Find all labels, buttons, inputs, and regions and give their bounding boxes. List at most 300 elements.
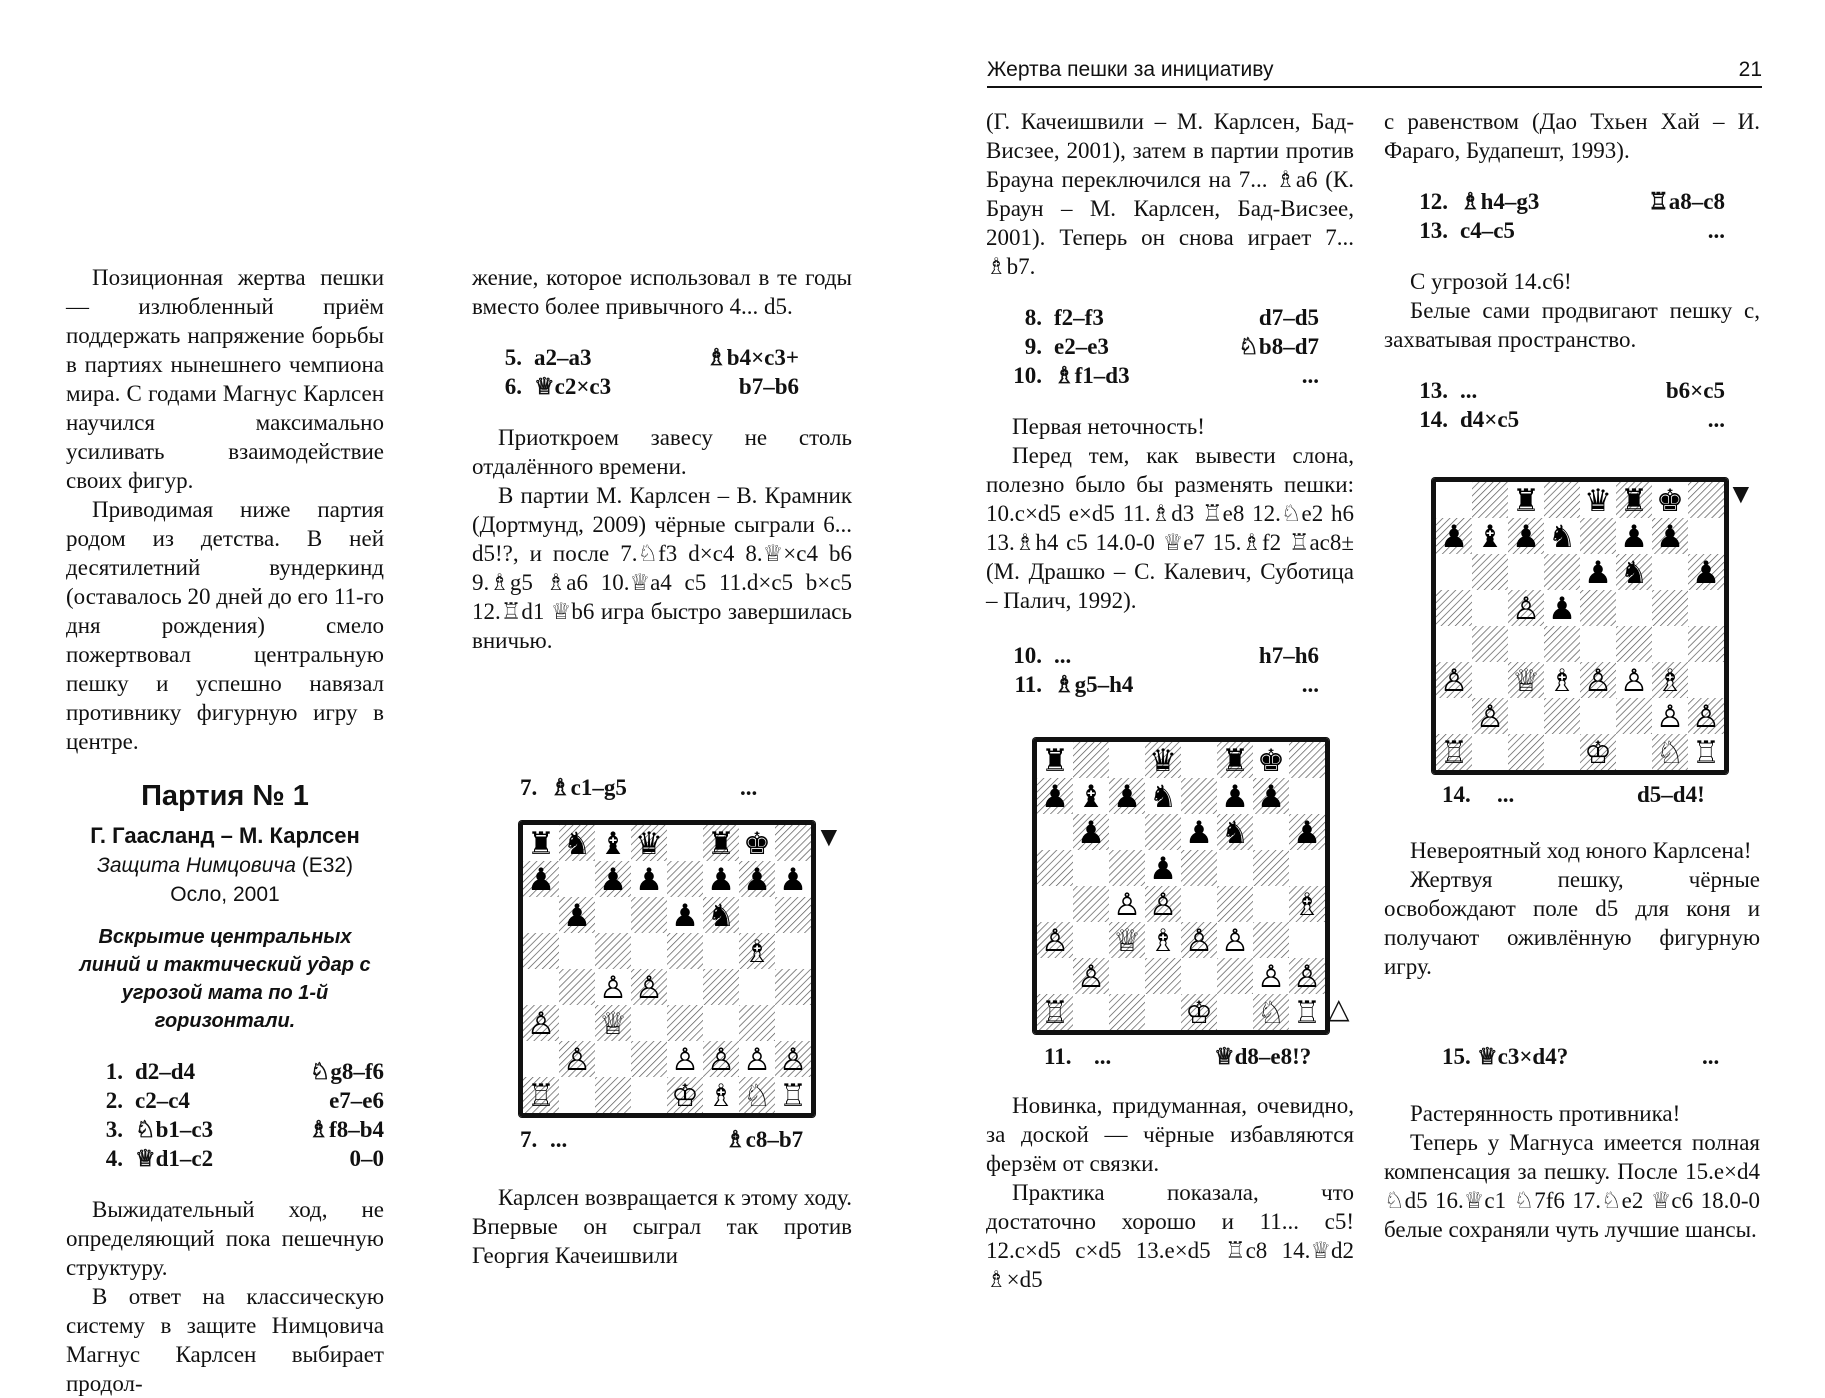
black-pawn-piece: ♟: [527, 862, 555, 898]
move-list: [1398, 187, 1760, 245]
right-col-2-end: [1384, 1099, 1760, 1244]
light-square: [1181, 742, 1217, 778]
move-number: 13.: [1419, 218, 1448, 243]
white-rook-piece: ♖: [1440, 735, 1468, 770]
dark-square: [1253, 922, 1289, 958]
black-move: d5–d4!: [1637, 782, 1705, 807]
diag1-caption-top: [520, 773, 820, 802]
move-number: 2.: [105, 1088, 123, 1113]
paragraph: с равенством (Дао Тхьен Хай – И. Фараго, Будапешт, 1993).: [1384, 109, 1760, 163]
light-square: [1109, 814, 1145, 850]
white-move: d2–d4: [134, 1059, 196, 1084]
black-king-piece: ♚: [1656, 483, 1684, 519]
turn-marker: ▼: [1727, 479, 1755, 510]
light-square: [1145, 994, 1181, 1030]
dark-square: [775, 969, 811, 1005]
dark-square: [775, 825, 811, 861]
dark-square: [1037, 850, 1073, 886]
black-move: ...: [1301, 672, 1319, 697]
white-pawn-piece: ♙: [779, 1042, 807, 1078]
move15-line: [1442, 1042, 1752, 1071]
paragraph: Карлсен возвращается к этому ходу. Впервые он сыграл так против Георгия Качеишвили: [472, 1185, 852, 1268]
light-square: [1436, 482, 1472, 518]
paragraph: Новинка, придуманная, очевидно, за доской — чёрные избавляются ферзём от связки.: [986, 1093, 1354, 1176]
light-square: [523, 1041, 559, 1077]
black-pawn-piece: ♟: [563, 898, 591, 934]
page-number: 21: [1738, 58, 1762, 81]
black-move: ...: [1702, 1044, 1720, 1069]
black-move: 0–0: [349, 1146, 384, 1171]
diag3-caption-bottom: [1442, 780, 1742, 809]
light-square: [1289, 922, 1325, 958]
white-move: f2–f3: [1054, 305, 1104, 330]
black-move: ♘g8–f6: [309, 1059, 384, 1084]
paragraph: Невероятный ход юного Карлсена!: [1410, 838, 1752, 863]
paragraph: Растерянность противника!: [1410, 1101, 1681, 1126]
light-square: [739, 969, 775, 1005]
white-pawn-piece: ♙: [707, 1042, 735, 1078]
black-king-piece: ♚: [743, 826, 771, 862]
light-square: [1652, 626, 1688, 662]
light-square: [1217, 994, 1253, 1030]
white-move: a2–a3: [534, 345, 592, 370]
chess-board-3: [1432, 478, 1728, 774]
dark-square: [1544, 554, 1580, 590]
move-row: [472, 343, 852, 372]
light-square: [1073, 850, 1109, 886]
light-square: [1580, 626, 1616, 662]
dark-square: [667, 933, 703, 969]
move-row: [1398, 187, 1760, 216]
paragraph: Белые сами продвигают пешку c, захватывая пространство.: [1384, 298, 1760, 352]
move-row: [76, 1115, 384, 1144]
light-square: [1253, 814, 1289, 850]
left-col-1: [66, 263, 384, 1398]
dark-square: [1472, 482, 1508, 518]
white-pawn-piece: ♙: [1185, 923, 1213, 959]
light-square: [595, 897, 631, 933]
light-square: [1037, 958, 1073, 994]
black-rook-piece: ♜: [1512, 483, 1540, 519]
move-number: 3.: [105, 1117, 123, 1142]
white-pawn-piece: ♙: [743, 1042, 771, 1078]
white-rook-piece: ♖: [1041, 995, 1069, 1030]
white-move: ♕d1–c2: [134, 1146, 214, 1171]
black-move: ...: [740, 775, 758, 800]
dark-square: [1544, 482, 1580, 518]
dark-square: [1616, 698, 1652, 734]
white-pawn-piece: ♙: [1257, 959, 1285, 995]
light-square: [1181, 886, 1217, 922]
light-square: [1544, 734, 1580, 770]
black-queen-piece: ♛: [635, 826, 663, 862]
game-header: [66, 782, 384, 1035]
paragraph: В партии М. Карлсен – В. Крамник (Дортмунд, 2009) чёрные сыграли 6... d5!?, и после 7.♘f3 d×c4 8.♕×c4 b6 9.♗g5 ♗a6 10.♕a4 c5 11.d×c5 b×c5 12.♖d1 ♕b6 игра быстро завершилась вничью.: [472, 483, 852, 653]
black-knight-piece: ♞: [1149, 779, 1177, 815]
black-move: h7–h6: [1258, 643, 1319, 668]
light-square: [1253, 886, 1289, 922]
white-king-piece: ♔: [1584, 735, 1612, 770]
white-move: ...: [1054, 643, 1072, 668]
white-move: ♗c1–g5: [550, 775, 627, 800]
light-square: [1436, 626, 1472, 662]
light-square: [595, 1041, 631, 1077]
black-pawn-piece: ♟: [1185, 815, 1213, 851]
move-row: [992, 670, 1354, 699]
black-rook-piece: ♜: [1041, 743, 1069, 779]
move-list: [1398, 376, 1760, 434]
move-number: 7.: [520, 775, 538, 800]
white-move: ♗f1–d3: [1054, 363, 1130, 388]
game-title: Партия № 1: [141, 780, 309, 812]
black-pawn-piece: ♟: [635, 862, 663, 898]
white-pawn-piece: ♙: [1440, 663, 1468, 699]
move-row: [76, 1057, 384, 1086]
black-pawn-piece: ♟: [671, 898, 699, 934]
light-square: [1109, 958, 1145, 994]
light-square: [1508, 626, 1544, 662]
header-title: Жертва пешки за инициативу: [987, 58, 1274, 81]
move-row: [992, 303, 1354, 332]
light-square: [631, 1005, 667, 1041]
white-move: ♗g5–h4: [1054, 672, 1134, 697]
move-list: [992, 303, 1354, 390]
dark-square: [1544, 698, 1580, 734]
dark-square: [775, 897, 811, 933]
black-move: ♘b8–d7: [1238, 334, 1319, 359]
white-bishop-piece: ♗: [1293, 887, 1321, 923]
white-queen-piece: ♕: [1113, 923, 1141, 959]
black-pawn-piece: ♟: [1077, 815, 1105, 851]
white-pawn-piece: ♙: [1293, 959, 1321, 995]
black-pawn-piece: ♟: [1440, 519, 1468, 555]
black-move: ♗f8–b4: [308, 1117, 384, 1142]
light-square: [1688, 518, 1724, 554]
paragraph: Приоткроем завесу не столь отдалённого времени.: [472, 425, 852, 479]
white-pawn-piece: ♙: [671, 1042, 699, 1078]
black-pawn-piece: ♟: [707, 862, 735, 898]
left-col-2: [472, 263, 852, 655]
white-pawn-piece: ♙: [1221, 923, 1249, 959]
light-square: [1181, 958, 1217, 994]
white-move: ♘b1–c3: [134, 1117, 214, 1142]
move-list: [76, 1057, 384, 1173]
light-square: [1109, 742, 1145, 778]
paragraph: В ответ на классическую систему в защите Нимцовича Магнус Карлсен выбирает продол-: [66, 1284, 384, 1396]
dark-square: [1217, 886, 1253, 922]
black-pawn-piece: ♟: [1041, 779, 1069, 815]
black-move: ♕d8–e8!?: [1214, 1044, 1312, 1069]
white-rook-piece: ♖: [779, 1078, 807, 1113]
dark-square: [559, 969, 595, 1005]
light-square: [1616, 734, 1652, 770]
dark-square: [1616, 626, 1652, 662]
white-move: ♕c2×c3: [534, 374, 612, 399]
light-square: [559, 1077, 595, 1113]
board-svg: [523, 825, 811, 1113]
right-col-2: [1384, 107, 1760, 456]
white-queen-piece: ♕: [599, 1006, 627, 1042]
black-rook-piece: ♜: [527, 826, 555, 862]
right-col-1-end: [986, 1091, 1354, 1294]
white-knight-piece: ♘: [743, 1078, 771, 1113]
dark-square: [631, 1041, 667, 1077]
black-move: ...: [1707, 218, 1725, 243]
dark-square: [703, 969, 739, 1005]
dark-square: [1472, 626, 1508, 662]
move-row: [1398, 376, 1760, 405]
black-pawn-piece: ♟: [1692, 555, 1720, 591]
left-page: [0, 0, 912, 1396]
move-row: [76, 1144, 384, 1173]
paragraph: жение, которое использовал в те годы вместо более привычного 4... d5.: [472, 265, 852, 319]
dark-square: [1688, 482, 1724, 518]
white-pawn-piece: ♙: [1584, 663, 1612, 699]
light-square: [1436, 554, 1472, 590]
light-square: [739, 897, 775, 933]
white-bishop-piece: ♗: [1656, 663, 1684, 699]
light-square: [703, 1005, 739, 1041]
move-row: [1398, 405, 1760, 434]
game-comment: Вскрытие центральных линий и тактический удар с угрозой мата по 1-й горизонтали.: [79, 926, 371, 1032]
move-number: 11.: [1014, 672, 1042, 697]
move-number: 12.: [1419, 189, 1448, 214]
paragraph: Первая неточность!: [1012, 414, 1205, 439]
white-move: ♕c3×d4?: [1477, 1044, 1569, 1069]
light-square: [1652, 554, 1688, 590]
move-row: [992, 332, 1354, 361]
right-col-1: [986, 107, 1354, 721]
black-move: d7–d5: [1258, 305, 1319, 330]
move-row: [76, 1086, 384, 1115]
white-bishop-piece: ♗: [743, 934, 771, 970]
opening-code: (Е32): [301, 854, 354, 877]
chess-board-1: [519, 821, 815, 1117]
move-number: 7.: [520, 1127, 538, 1152]
black-pawn-piece: ♟: [1512, 519, 1540, 555]
white-king-piece: ♔: [1185, 995, 1213, 1030]
white-knight-piece: ♘: [1656, 735, 1684, 770]
opening-name: Защита Нимцовича: [96, 854, 296, 877]
light-square: [631, 1077, 667, 1113]
white-king-piece: ♔: [671, 1078, 699, 1113]
dark-square: [739, 1005, 775, 1041]
black-move: b7–b6: [738, 374, 799, 399]
move-number: 4.: [105, 1146, 123, 1171]
black-pawn-piece: ♟: [1257, 779, 1285, 815]
black-pawn-piece: ♟: [1149, 851, 1177, 887]
black-pawn-piece: ♟: [1113, 779, 1141, 815]
move-row: [472, 372, 852, 401]
move-number: 1.: [105, 1059, 123, 1084]
light-square: [523, 969, 559, 1005]
dark-square: [1289, 742, 1325, 778]
right-page: [912, 0, 1825, 1335]
light-square: [1217, 850, 1253, 886]
paragraph: Практика показала, что достаточно хорошо и 11... c5! 12.c×d5 c×d5 13.e×d5 ♖c8 14.♕d2 ♗×d5: [986, 1180, 1354, 1292]
light-square: [1508, 554, 1544, 590]
dark-square: [595, 1077, 631, 1113]
right-col-2-mid: [1384, 836, 1760, 981]
paragraph: Приводимая ниже партия родом из детства. В ней десятилетний вундеркинд (оставалось 20 дней до его 11-го дня рождения) смело пожертвовал центральную пешку и успешно навязал противнику фигурную игру в центре.: [66, 497, 384, 754]
move-number: 11.: [1044, 1044, 1072, 1069]
paragraph: Перед тем, как вывести слона, полезно было бы разменять пешки: 10.c×d5 e×d5 11.♗d3 ♖e8 12.♘e2 h6 13.♗h4 c5 14.0-0 ♕e7 15.♗f2 ♖ac8± (М. Драшко – С. Калевич, Суботица – Палич, 1992).: [986, 443, 1354, 613]
light-square: [559, 1005, 595, 1041]
black-knight-piece: ♞: [1221, 815, 1249, 851]
white-pawn-piece: ♙: [1077, 959, 1105, 995]
black-king-piece: ♚: [1257, 743, 1285, 779]
dark-square: [1145, 958, 1181, 994]
diag2-caption-bottom: [1044, 1042, 1344, 1071]
move-row: [992, 641, 1354, 670]
white-move: ♗h4–g3: [1460, 189, 1540, 214]
white-rook-piece: ♖: [527, 1078, 555, 1113]
black-pawn-piece: ♟: [743, 862, 771, 898]
dark-square: [1508, 734, 1544, 770]
white-pawn-piece: ♙: [1476, 699, 1504, 735]
white-pawn-piece: ♙: [1620, 663, 1648, 699]
game-place: Осло, 2001: [170, 883, 280, 906]
black-move: ♗b4×c3+: [706, 345, 799, 370]
light-square: [1472, 590, 1508, 626]
black-rook-piece: ♜: [1221, 743, 1249, 779]
diag1-caption-bottom: [520, 1125, 820, 1154]
dark-square: [1145, 814, 1181, 850]
turn-marker: ▼: [815, 822, 843, 853]
white-pawn-piece: ♙: [1113, 887, 1141, 923]
white-pawn-piece: ♙: [599, 970, 627, 1006]
black-pawn-piece: ♟: [1548, 591, 1576, 627]
white-move: ...: [550, 1127, 568, 1152]
light-square: [775, 933, 811, 969]
dark-square: [1652, 590, 1688, 626]
light-square: [1436, 698, 1472, 734]
move-number: 6.: [504, 374, 522, 399]
light-square: [1289, 850, 1325, 886]
white-move: ...: [1094, 1044, 1112, 1069]
board-svg: [1037, 742, 1325, 1030]
dark-square: [631, 897, 667, 933]
paragraph: Выжидательный ход, не определяющий пока пешечную структуру.: [66, 1197, 384, 1280]
light-square: [1289, 778, 1325, 814]
black-rook-piece: ♜: [1620, 483, 1648, 519]
chess-board-2: [1033, 738, 1329, 1034]
move-number: 5.: [504, 345, 522, 370]
white-bishop-piece: ♗: [1149, 923, 1177, 959]
white-move: e2–e3: [1054, 334, 1109, 359]
black-move: ...: [1301, 363, 1319, 388]
light-square: [1472, 662, 1508, 698]
dark-square: [1253, 850, 1289, 886]
opening-line: [66, 850, 384, 880]
left-col-2-end: [472, 1183, 852, 1270]
dark-square: [1109, 850, 1145, 886]
dark-square: [1472, 554, 1508, 590]
move-row: [1398, 216, 1760, 245]
white-knight-piece: ♘: [1257, 995, 1285, 1030]
paragraph: (Г. Качеишвили – М. Карлсен, Бад-Висзее, 2001), затем в партии против Брауна переключился на 7... ♗a6 (К. Браун – М. Карлсен, Бад-Висзее, 2001). Теперь он снова играет 7... ♗b7.: [986, 109, 1354, 279]
light-square: [775, 1005, 811, 1041]
dark-square: [1436, 590, 1472, 626]
dark-square: [667, 1005, 703, 1041]
white-bishop-piece: ♗: [707, 1078, 735, 1113]
dark-square: [667, 861, 703, 897]
white-move: ...: [1460, 378, 1478, 403]
light-square: [523, 897, 559, 933]
white-pawn-piece: ♙: [527, 1006, 555, 1042]
game-players: Г. Гаасланд – М. Карлсен: [90, 823, 360, 848]
black-rook-piece: ♜: [707, 826, 735, 862]
light-square: [1073, 922, 1109, 958]
black-move: ...: [1707, 407, 1725, 432]
dark-square: [1181, 850, 1217, 886]
dark-square: [1544, 626, 1580, 662]
white-queen-piece: ♕: [1512, 663, 1540, 699]
black-move: b6×c5: [1665, 378, 1725, 403]
white-rook-piece: ♖: [1692, 735, 1720, 770]
light-square: [631, 933, 667, 969]
white-pawn-piece: ♙: [563, 1042, 591, 1078]
white-move: d4×c5: [1460, 407, 1520, 432]
white-pawn-piece: ♙: [1149, 887, 1177, 923]
dark-square: [523, 933, 559, 969]
black-queen-piece: ♛: [1584, 483, 1612, 519]
light-square: [1472, 734, 1508, 770]
paragraph: С угрозой 14.c6!: [1410, 269, 1572, 294]
dark-square: [1217, 958, 1253, 994]
white-move: c2–c4: [134, 1088, 190, 1113]
black-move: ♖a8–c8: [1648, 189, 1725, 214]
white-move: ...: [1497, 782, 1515, 807]
light-square: [667, 825, 703, 861]
black-knight-piece: ♞: [1548, 519, 1576, 555]
dark-square: [1181, 778, 1217, 814]
light-square: [1688, 590, 1724, 626]
black-bishop-piece: ♝: [1476, 519, 1504, 555]
black-knight-piece: ♞: [563, 826, 591, 862]
white-pawn-piece: ♙: [1656, 699, 1684, 735]
dark-square: [1580, 590, 1616, 626]
dark-square: [1109, 994, 1145, 1030]
light-square: [1508, 698, 1544, 734]
black-knight-piece: ♞: [1620, 555, 1648, 591]
move-number: 15.: [1442, 1044, 1471, 1069]
black-bishop-piece: ♝: [1077, 779, 1105, 815]
black-pawn-piece: ♟: [1656, 519, 1684, 555]
black-pawn-piece: ♟: [1584, 555, 1612, 591]
black-pawn-piece: ♟: [779, 862, 807, 898]
light-square: [1073, 994, 1109, 1030]
light-square: [667, 969, 703, 1005]
black-pawn-piece: ♟: [1293, 815, 1321, 851]
board-svg: [1436, 482, 1724, 770]
light-square: [1688, 662, 1724, 698]
light-square: [559, 861, 595, 897]
white-pawn-piece: ♙: [1512, 591, 1540, 627]
light-square: [1616, 590, 1652, 626]
light-square: [1037, 886, 1073, 922]
black-pawn-piece: ♟: [1221, 779, 1249, 815]
light-square: [1580, 698, 1616, 734]
move-number: 14.: [1419, 407, 1448, 432]
move-list: [472, 343, 852, 401]
dark-square: [1073, 742, 1109, 778]
white-pawn-piece: ♙: [1692, 699, 1720, 735]
dark-square: [1073, 886, 1109, 922]
paragraph: Теперь у Магнуса имеется полная компенсация за пешку. После 15.e×d4 ♘d5 16.♕c1 ♘7f6 17.♘e2 ♕c6 18.0-0 белые сохраняли чуть лучшие шансы.: [1384, 1130, 1760, 1242]
move-number: 14.: [1442, 782, 1471, 807]
move-number: 13.: [1419, 378, 1448, 403]
